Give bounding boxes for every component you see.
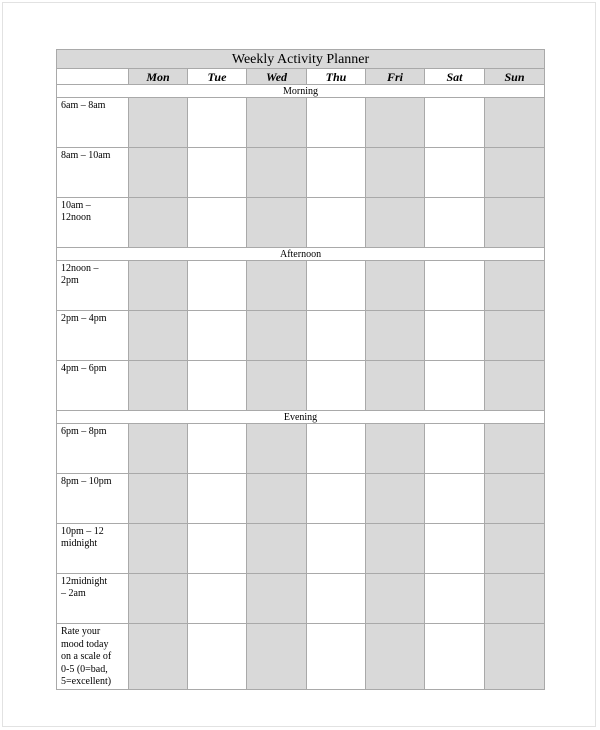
slot-cell-tue[interactable] bbox=[188, 311, 247, 361]
slot-cell-fri[interactable] bbox=[366, 98, 425, 148]
time-label-text: 6am – 8am bbox=[61, 100, 106, 111]
slot-cell-sat[interactable] bbox=[425, 148, 485, 198]
mood-cell-thu[interactable] bbox=[307, 624, 366, 690]
mood-cell-wed[interactable] bbox=[247, 624, 307, 690]
section-label-evening: Evening bbox=[57, 411, 545, 424]
mood-label-line: mood today bbox=[61, 638, 109, 650]
slot-row bbox=[57, 424, 545, 474]
slot-cell-mon[interactable] bbox=[129, 98, 188, 148]
slot-cell-mon[interactable] bbox=[129, 311, 188, 361]
slot-cell-thu[interactable] bbox=[307, 148, 366, 198]
slot-cell-wed[interactable] bbox=[247, 198, 307, 248]
slot-row bbox=[57, 261, 545, 311]
time-label bbox=[57, 524, 129, 574]
title-row bbox=[57, 50, 545, 69]
mood-label bbox=[57, 624, 129, 690]
slot-cell-sun[interactable] bbox=[485, 148, 545, 198]
slot-cell-fri[interactable] bbox=[366, 198, 425, 248]
slot-cell-mon[interactable] bbox=[129, 148, 188, 198]
slot-cell-tue[interactable] bbox=[188, 474, 247, 524]
day-header-fri: Fri bbox=[366, 69, 425, 85]
day-header-wed: Wed bbox=[247, 69, 307, 85]
slot-cell-mon[interactable] bbox=[129, 474, 188, 524]
slot-cell-thu[interactable] bbox=[307, 424, 366, 474]
time-label-line: 2pm bbox=[61, 275, 79, 286]
slot-cell-sun[interactable] bbox=[485, 361, 545, 411]
time-label bbox=[57, 98, 129, 148]
slot-cell-wed[interactable] bbox=[247, 148, 307, 198]
slot-cell-mon[interactable] bbox=[129, 424, 188, 474]
section-row-evening bbox=[57, 411, 545, 424]
time-label-text: 4pm – 6pm bbox=[61, 363, 107, 374]
slot-cell-sun[interactable] bbox=[485, 261, 545, 311]
mood-label-line: Rate your bbox=[61, 626, 101, 637]
day-header-thu: Thu bbox=[307, 69, 366, 85]
time-label-text: 8pm – 10pm bbox=[61, 476, 112, 487]
slot-cell-tue[interactable] bbox=[188, 98, 247, 148]
slot-cell-mon[interactable] bbox=[129, 198, 188, 248]
time-label-line: 10pm – 12 bbox=[61, 526, 104, 537]
slot-cell-tue[interactable] bbox=[188, 574, 247, 624]
time-label-text: 2pm – 4pm bbox=[61, 313, 107, 324]
slot-cell-sat[interactable] bbox=[425, 574, 485, 624]
header-corner-cell bbox=[57, 69, 129, 85]
slot-cell-wed[interactable] bbox=[247, 424, 307, 474]
time-label-line: 12midnight bbox=[61, 576, 108, 587]
slot-cell-tue[interactable] bbox=[188, 148, 247, 198]
slot-cell-wed[interactable] bbox=[247, 311, 307, 361]
mood-label-line: 0-5 (0=bad, bbox=[61, 663, 108, 675]
mood-row bbox=[57, 624, 545, 690]
time-label bbox=[57, 261, 129, 311]
slot-row bbox=[57, 98, 545, 148]
time-label bbox=[57, 424, 129, 474]
slot-cell-tue[interactable] bbox=[188, 361, 247, 411]
planner-title: Weekly Activity Planner bbox=[57, 50, 545, 69]
slot-cell-sat[interactable] bbox=[425, 98, 485, 148]
slot-cell-tue[interactable] bbox=[188, 198, 247, 248]
day-header-row bbox=[57, 69, 545, 85]
time-label bbox=[57, 361, 129, 411]
mood-label-line: 5=excellent) bbox=[61, 676, 112, 687]
slot-cell-mon[interactable] bbox=[129, 261, 188, 311]
section-row-morning bbox=[57, 85, 545, 98]
slot-cell-sun[interactable] bbox=[485, 198, 545, 248]
slot-row bbox=[57, 474, 545, 524]
slot-cell-sun[interactable] bbox=[485, 574, 545, 624]
time-label bbox=[57, 474, 129, 524]
slot-cell-fri[interactable] bbox=[366, 524, 425, 574]
slot-cell-thu[interactable] bbox=[307, 198, 366, 248]
time-label bbox=[57, 574, 129, 624]
slot-cell-sat[interactable] bbox=[425, 311, 485, 361]
slot-cell-sat[interactable] bbox=[425, 474, 485, 524]
slot-cell-wed[interactable] bbox=[247, 474, 307, 524]
slot-cell-sat[interactable] bbox=[425, 424, 485, 474]
time-label bbox=[57, 311, 129, 361]
time-label-line: 10am – bbox=[61, 200, 91, 211]
slot-cell-sat[interactable] bbox=[425, 198, 485, 248]
mood-label-line: on a scale of bbox=[61, 651, 112, 662]
mood-cell-sat[interactable] bbox=[425, 624, 485, 690]
day-header-sun: Sun bbox=[485, 69, 545, 85]
mood-cell-tue[interactable] bbox=[188, 624, 247, 690]
slot-cell-wed[interactable] bbox=[247, 574, 307, 624]
mood-cell-sun[interactable] bbox=[485, 624, 545, 690]
time-label-line: – 2am bbox=[61, 588, 86, 599]
day-header-sat: Sat bbox=[425, 69, 485, 85]
slot-cell-fri[interactable] bbox=[366, 148, 425, 198]
mood-cell-mon[interactable] bbox=[129, 624, 188, 690]
slot-cell-sat[interactable] bbox=[425, 261, 485, 311]
time-label-text: 6pm – 8pm bbox=[61, 426, 107, 437]
weekly-planner-table bbox=[56, 49, 545, 690]
slot-cell-wed[interactable] bbox=[247, 98, 307, 148]
section-label-afternoon: Afternoon bbox=[57, 248, 545, 261]
time-label-line: 12noon bbox=[61, 212, 91, 223]
time-label-text: 8am – 10am bbox=[61, 150, 111, 161]
slot-cell-tue[interactable] bbox=[188, 424, 247, 474]
slot-cell-sat[interactable] bbox=[425, 524, 485, 574]
slot-cell-mon[interactable] bbox=[129, 524, 188, 574]
day-header-tue: Tue bbox=[188, 69, 247, 85]
section-label-morning: Morning bbox=[57, 85, 545, 98]
slot-cell-tue[interactable] bbox=[188, 524, 247, 574]
slot-cell-thu[interactable] bbox=[307, 361, 366, 411]
slot-cell-thu[interactable] bbox=[307, 98, 366, 148]
slot-cell-sun[interactable] bbox=[485, 474, 545, 524]
time-label bbox=[57, 198, 129, 248]
slot-cell-mon[interactable] bbox=[129, 361, 188, 411]
slot-cell-sun[interactable] bbox=[485, 98, 545, 148]
slot-row bbox=[57, 361, 545, 411]
slot-cell-mon[interactable] bbox=[129, 574, 188, 624]
slot-cell-fri[interactable] bbox=[366, 311, 425, 361]
slot-cell-fri[interactable] bbox=[366, 261, 425, 311]
slot-cell-fri[interactable] bbox=[366, 474, 425, 524]
slot-cell-fri[interactable] bbox=[366, 424, 425, 474]
slot-row bbox=[57, 574, 545, 624]
slot-cell-tue[interactable] bbox=[188, 261, 247, 311]
slot-cell-sun[interactable] bbox=[485, 424, 545, 474]
slot-cell-wed[interactable] bbox=[247, 361, 307, 411]
slot-cell-sat[interactable] bbox=[425, 361, 485, 411]
slot-cell-fri[interactable] bbox=[366, 574, 425, 624]
slot-row bbox=[57, 311, 545, 361]
slot-row bbox=[57, 198, 545, 248]
slot-row bbox=[57, 148, 545, 198]
slot-cell-sun[interactable] bbox=[485, 524, 545, 574]
time-label-line: 12noon – bbox=[61, 263, 99, 274]
time-label-line: midnight bbox=[61, 538, 98, 549]
slot-cell-fri[interactable] bbox=[366, 361, 425, 411]
day-header-mon: Mon bbox=[129, 69, 188, 85]
slot-cell-thu[interactable] bbox=[307, 524, 366, 574]
slot-cell-wed[interactable] bbox=[247, 261, 307, 311]
slot-row bbox=[57, 524, 545, 574]
slot-cell-thu[interactable] bbox=[307, 474, 366, 524]
slot-cell-sun[interactable] bbox=[485, 311, 545, 361]
slot-cell-thu[interactable] bbox=[307, 311, 366, 361]
slot-cell-thu[interactable] bbox=[307, 261, 366, 311]
slot-cell-thu[interactable] bbox=[307, 574, 366, 624]
time-label bbox=[57, 148, 129, 198]
slot-cell-wed[interactable] bbox=[247, 524, 307, 574]
mood-cell-fri[interactable] bbox=[366, 624, 425, 690]
section-row-afternoon bbox=[57, 248, 545, 261]
